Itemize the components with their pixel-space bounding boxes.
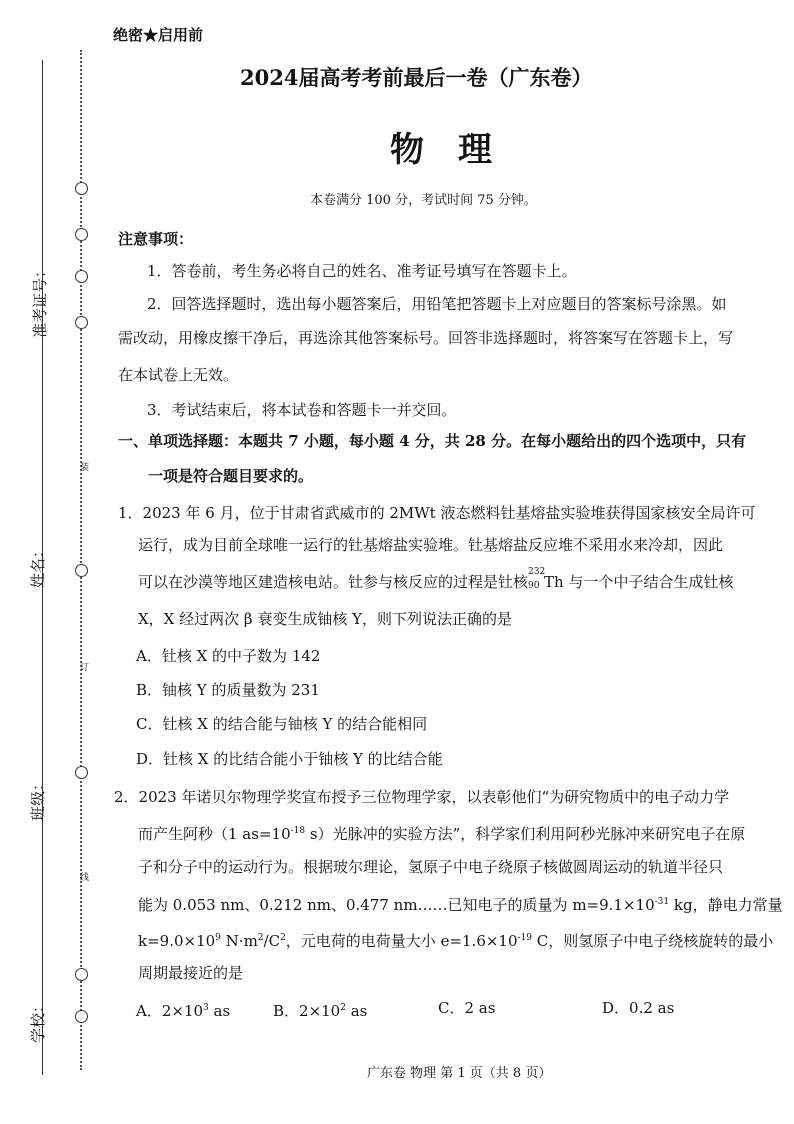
q2-stem: 能为 0.053 nm、0.212 nm、0.477 nm……已知电子的质量为 $m=9.1\times 10^{-31}$ kg，静电力常量	[138, 896, 783, 914]
exam-id-label: 准考证号：	[31, 262, 50, 339]
subject-title: 物 理	[390, 130, 492, 170]
thorium-nuclide: 232 90	[528, 567, 546, 591]
notice-item: 2．回答选择题时，选出每小题答案后，用铅笔把答题卡上对应题目的答案标号涂黑。如	[147, 295, 727, 313]
binding-ring	[75, 968, 88, 981]
q2-stem: 子和分子中的运动行为。根据玻尔理论，氢原子中电子绕原子核做圆周运动的轨道半径只	[138, 858, 724, 876]
q1-option-b: B．铀核 Y 的质量数为 231	[136, 681, 320, 699]
q1-stem: 1．2023 年 6 月，位于甘肃省武威市的 2MWt 液态燃料钍基熔盐实验堆获得国家核安全局许可	[118, 504, 756, 522]
binding-dotted-line	[80, 50, 82, 1070]
notice-item: 需改动，用橡皮擦干净后，再选涂其他答案标号。回答非选择题时，将答案写在答题卡上，写	[118, 329, 734, 347]
section-heading: 一、单项选择题：本题共 7 小题，每小题 4 分，共 28 分。在每小题给出的四个选项中，只有	[118, 432, 747, 450]
q2-stem: $k=9.0\times 10^9$ $N\cdot m^2/C^2$，元电荷的电荷量大小 $e=1.6\times 10^{-19}$ C，则氢原子中电子绕核旋转的最小	[138, 932, 774, 950]
page-footer: 广东卷 物理 第 1 页（共 8 页）	[367, 1066, 552, 1081]
binding-ring	[75, 766, 88, 779]
section-heading-cont: 一项是符合题目要求的。	[148, 467, 314, 485]
bind-mark: 线	[80, 873, 90, 883]
binding-ring	[75, 564, 88, 577]
class-label: 班级：	[29, 775, 48, 822]
q1-stem: X，X 经过两次 β 衰变生成铀核 Y，则下列说法正确的是	[138, 610, 513, 628]
binding-ring	[75, 228, 88, 241]
q2-stem: 周期最接近的是	[138, 964, 244, 982]
q2-stem: 2．2023 年诺贝尔物理学奖宣布授予三位物理学家，以表彰他们“为研究物质中的电子动力学	[114, 788, 730, 806]
q1-option-a: A．钍核 X 的中子数为 142	[136, 647, 321, 665]
exam-title: 2024届高考考前最后一卷（广东卷）	[240, 65, 593, 90]
q2-option-a: A．$2\times 10^3$ as	[136, 1002, 231, 1020]
q2-option-d: D．0.2 as	[602, 999, 675, 1017]
school-label: 学校：	[29, 997, 48, 1044]
q1-option-d: D．钍核 X 的比结合能小于铀核 Y 的比结合能	[136, 750, 443, 768]
score-info: 本卷满分 100 分，考试时间 75 分钟。	[310, 193, 537, 208]
notice-item: 1．答卷前，考生务必将自己的姓名、准考证号填写在答题卡上。	[147, 262, 577, 280]
binding-ring	[75, 182, 88, 195]
q1-stem: 运行，成为目前全球唯一运行的钍基熔盐实验堆。钍基熔盐反应堆不采用水来冷却，因此	[138, 536, 724, 554]
q1-option-c: C．钍核 X 的结合能与铀核 Y 的结合能相同	[136, 715, 428, 733]
bind-mark: 装	[80, 463, 90, 473]
notice-heading: 注意事项：	[118, 230, 194, 248]
q2-option-c: C．2 as	[438, 999, 496, 1017]
notice-item: 3．考试结束后，将本试卷和答题卡一并交回。	[147, 401, 457, 419]
binding-ring	[75, 1010, 88, 1023]
q2-option-b: B．$2\times 10^2$ as	[273, 1002, 368, 1020]
binding-ring	[75, 316, 88, 329]
name-label: 姓名：	[29, 542, 48, 589]
notice-item: 在本试卷上无效。	[118, 366, 239, 384]
confidential-mark: 绝密★启用前	[113, 26, 204, 44]
q1-stem-nuclide: 可以在沙漠等地区建造核电站。钍参与核反应的过程是钍核 232 90 Th 与一个中子结合生成钍核	[138, 567, 734, 591]
bind-mark: 订	[80, 663, 90, 673]
q2-stem: 而产生阿秒（1 $as=10^{-18}$ s）光脉冲的实验方法”，科学家们利用阿秒光脉冲来研究电子在原	[138, 825, 746, 843]
binding-ring	[75, 270, 88, 283]
